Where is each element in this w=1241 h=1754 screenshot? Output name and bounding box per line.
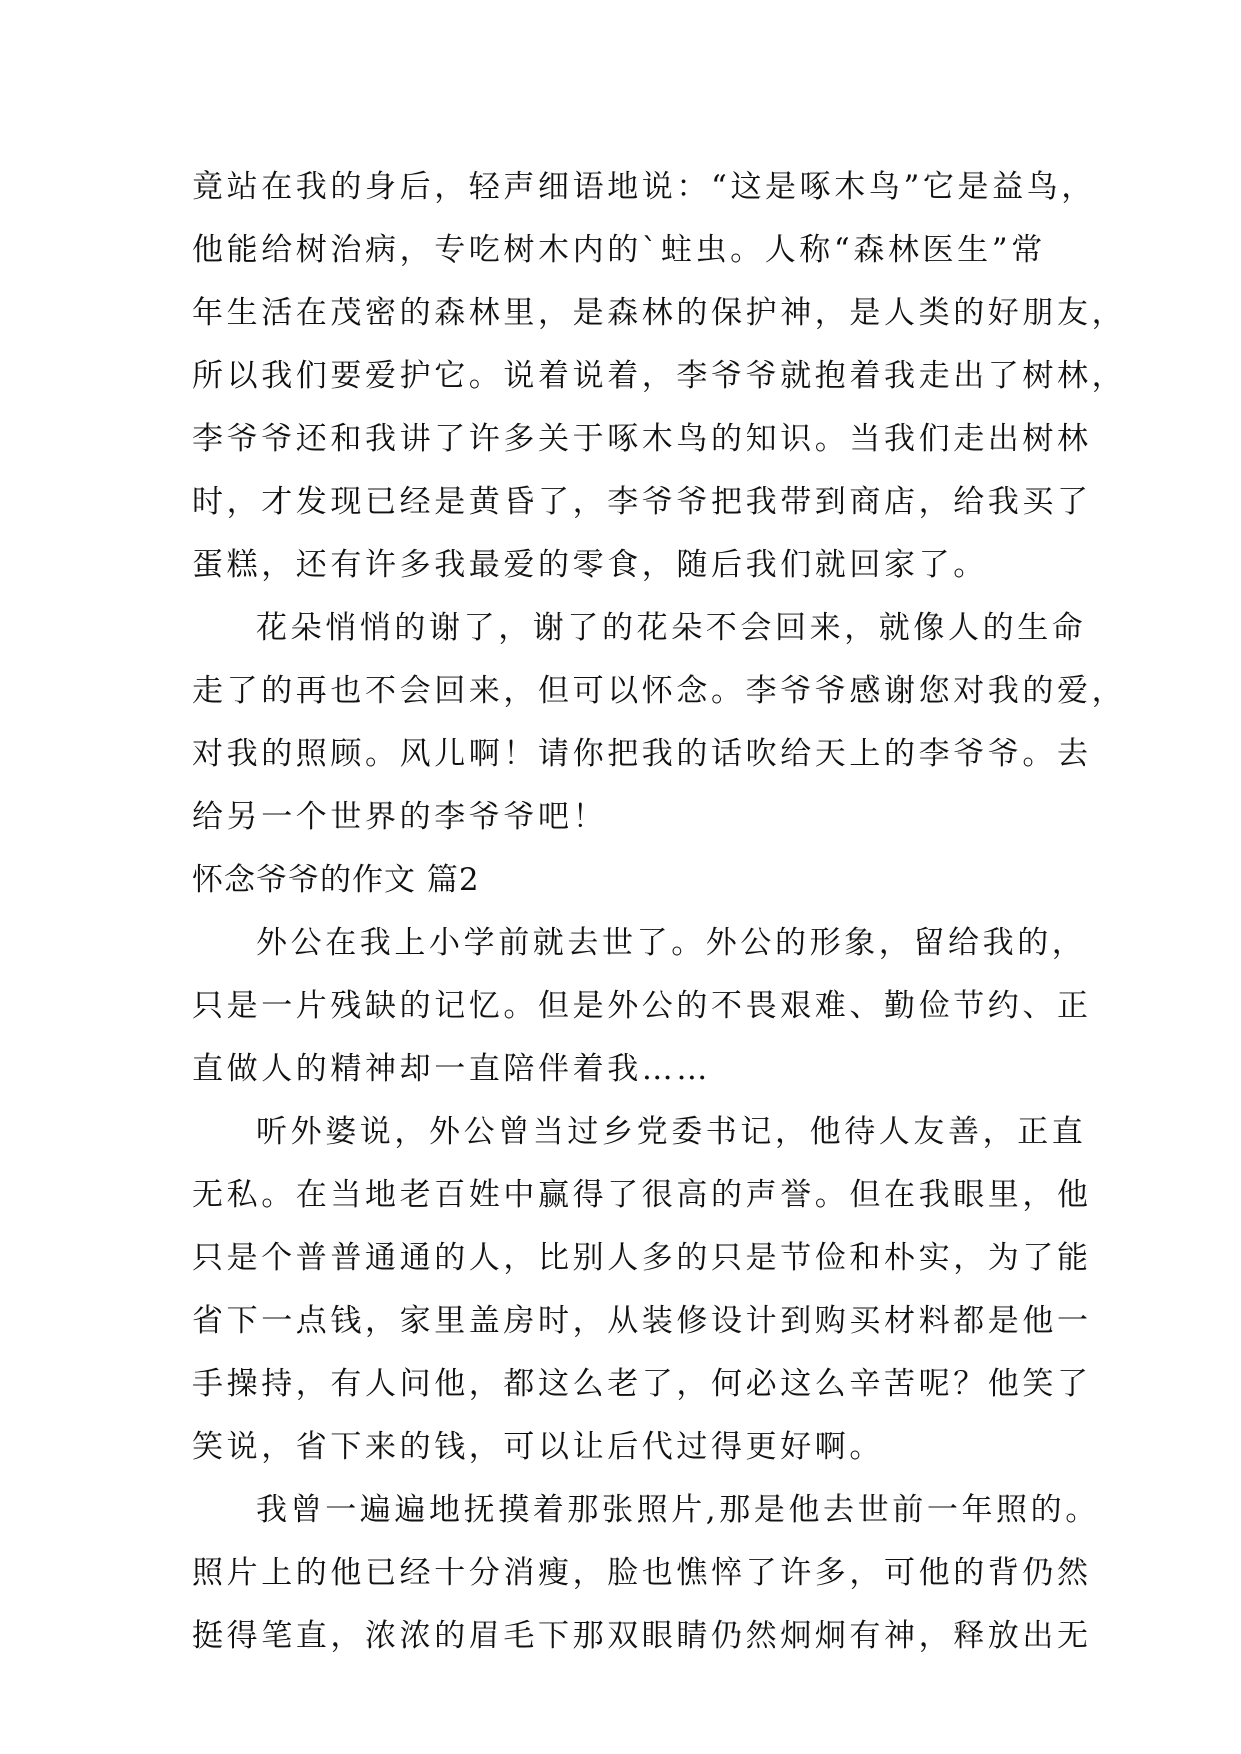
text-line: 手操持，有人问他，都这么老了，何必这么辛苦呢？他笑了	[192, 1366, 1092, 1402]
document-body	[192, 156, 1127, 1668]
text-line: 所以我们要爱护它。说着说着，李爷爷就抱着我走出了树林，	[192, 358, 1127, 394]
paragraph-first-line: 听外婆说，外公曾当过乡党委书记，他待人友善，正直	[256, 1114, 1087, 1150]
text-line: 蛋糕，还有许多我最爱的零食，随后我们就回家了。	[192, 547, 988, 583]
paragraph-first-line: 花朵悄悄的谢了，谢了的花朵不会回来，就像人的生命	[256, 610, 1087, 646]
text-line: 给另一个世界的李爷爷吧！	[192, 799, 608, 835]
text-line: 年生活在茂密的森林里，是森林的保护神，是人类的好朋友，	[192, 295, 1127, 331]
paragraph-first-line: 外公在我上小学前就去世了。外公的形象，留给我的，	[256, 925, 1087, 961]
text-line: 只是个普普通通的人，比别人多的只是节俭和朴实，为了能	[192, 1240, 1092, 1276]
text-line: 照片上的他已经十分消瘦，脸也憔悴了许多，可他的背仍然	[192, 1555, 1092, 1591]
text-line: 只是一片残缺的记忆。但是外公的不畏艰难、勤俭节约、正	[192, 988, 1092, 1024]
text-line: 他能给树治病，专吃树木内的`蛀虫。人称“森林医生”常	[192, 232, 1046, 268]
text-line: 时，才发现已经是黄昏了，李爷爷把我带到商店，给我买了	[192, 484, 1092, 520]
text-line: 李爷爷还和我讲了许多关于啄木鸟的知识。当我们走出树林	[192, 421, 1092, 457]
text-line: 直做人的精神却一直陪伴着我……	[192, 1051, 711, 1087]
section-heading: 怀念爷爷的作文 篇2	[192, 862, 480, 898]
paragraph-first-line: 我曾一遍遍地抚摸着那张照片,那是他去世前一年照的。	[256, 1492, 1100, 1528]
text-line: 笑说，省下来的钱，可以让后代过得更好啊。	[192, 1429, 884, 1465]
text-line: 竟站在我的身后，轻声细语地说：“这是啄木鸟”它是益鸟，	[192, 169, 1096, 205]
text-line: 无私。在当地老百姓中赢得了很高的声誉。但在我眼里，他	[192, 1177, 1092, 1213]
text-line: 挺得笔直，浓浓的眉毛下那双眼睛仍然炯炯有神，释放出无	[192, 1618, 1092, 1654]
text-line: 走了的再也不会回来，但可以怀念。李爷爷感谢您对我的爱，	[192, 673, 1127, 709]
text-line: 省下一点钱，家里盖房时，从装修设计到购买材料都是他一	[192, 1303, 1092, 1339]
text-line: 对我的照顾。风儿啊！请你把我的话吹给天上的李爷爷。去	[192, 736, 1092, 772]
